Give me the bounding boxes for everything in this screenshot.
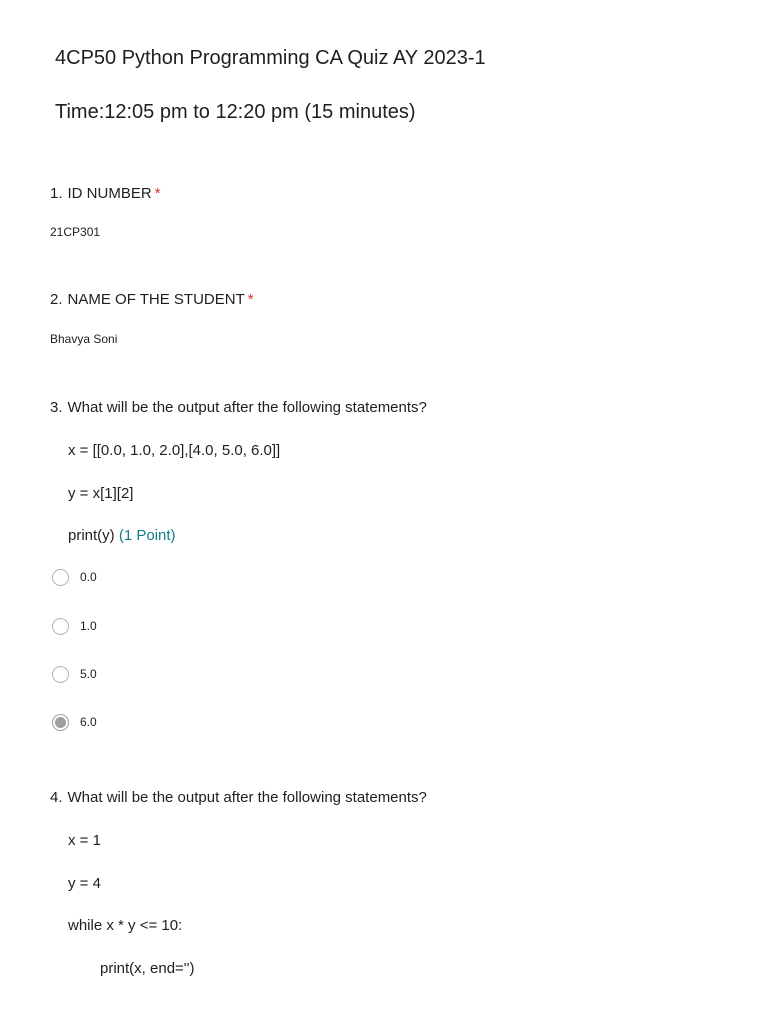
radio-selected-icon[interactable]	[52, 714, 69, 731]
question-text: ID NUMBER	[67, 185, 152, 202]
question-4-code-line-2: y = 4	[68, 875, 101, 892]
radio-icon[interactable]	[52, 666, 69, 683]
question-1-label	[50, 184, 161, 204]
question-4-code-line-1: x = 1	[68, 832, 101, 849]
option-label: 0.0	[80, 570, 97, 584]
form-subtitle: Time:12:05 pm to 12:20 pm (15 minutes)	[55, 101, 416, 123]
option-5-0[interactable]	[52, 664, 97, 684]
question-4-label	[50, 788, 427, 808]
required-mark: *	[247, 291, 254, 308]
question-2-answer: Bhavya Soni	[50, 332, 118, 346]
question-number: 2.	[50, 291, 63, 308]
option-label: 6.0	[80, 715, 97, 729]
question-3-label	[50, 398, 427, 418]
form-title: 4CP50 Python Programming CA Quiz AY 2023-1	[55, 47, 486, 69]
radio-icon[interactable]	[52, 618, 69, 635]
question-3-code-line-1: x = [[0.0, 1.0, 2.0],[4.0, 5.0, 6.0]]	[68, 442, 281, 459]
points-label: (1 Point)	[118, 527, 176, 544]
option-6-0[interactable]	[52, 712, 97, 732]
question-number: 1.	[50, 185, 63, 202]
question-number: 4.	[50, 789, 63, 806]
question-text: NAME OF THE STUDENT	[67, 291, 245, 308]
question-3-code-line-2: y = x[1][2]	[68, 485, 134, 502]
option-0-0[interactable]	[52, 567, 97, 587]
radio-icon[interactable]	[52, 569, 69, 586]
option-label: 1.0	[80, 619, 97, 633]
option-1-0[interactable]	[52, 616, 97, 636]
code-text: print(y)	[68, 527, 115, 544]
required-mark: *	[154, 185, 161, 202]
question-2-label	[50, 290, 254, 310]
option-label: 5.0	[80, 667, 97, 681]
question-4-code-line-3: while x * y <= 10:	[68, 917, 183, 934]
question-1-answer: 21CP301	[50, 225, 101, 239]
question-text: What will be the output after the following statements?	[67, 399, 427, 416]
question-3-code-line-3	[68, 526, 176, 546]
question-4-code-line-4: print(x, end='')	[100, 960, 195, 977]
question-number: 3.	[50, 399, 63, 416]
question-text: What will be the output after the following statements?	[67, 789, 427, 806]
